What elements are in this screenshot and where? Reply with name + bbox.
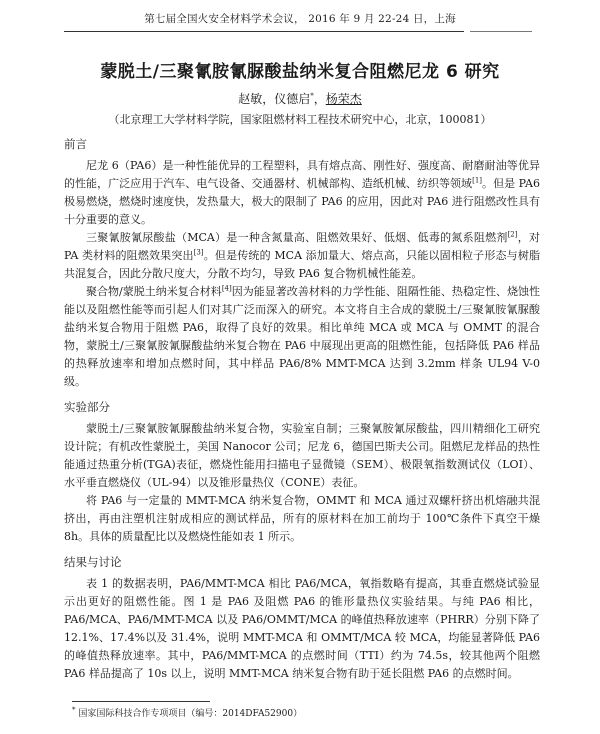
- header-rule-segment: [470, 31, 532, 32]
- footnote-rule: [72, 701, 210, 702]
- affiliation: （北京理工大学材料学院，国家阻燃材料工程技术研究中心，北京，100081）: [108, 113, 492, 126]
- author-3: 杨荣杰: [325, 92, 362, 106]
- paragraph-text: 尼龙 6（PA6）是一种性能优异的工程塑料，具有熔点高、刚性好、强度高、耐磨耐油等优异的性能，广泛应用于汽车、电气设备、交通器材、机械部构、造纸机械、纺织等领域: [64, 159, 540, 190]
- paragraph: 表 1 的数据表明，PA6/MMT-MCA 相比 PA6/MCA，氧指数略有提高，其垂直燃烧试验显示出更好的阻燃性能。图 1 是 PA6 及阻燃 PA6 的锥形量热仪实验结果。与纯 PA6 相比，PA6/MCA、PA6/MMT-MCA 以及 PA6/OMMT/MCA 的峰值热释放速率（PHRR）分别下降了 12.1%、17.4%以及 31.4%，说明 MMT-MCA 和 OMMT/MCA 较 MCA，均能显著降低 PA6 的峰值热释放速率。其中，PA6/MMT-MCA 的点燃时间（TTI）约为 74.5s，较其他两个阻燃 PA6 样品提高了 10s 以上，说明 MMT-MCA 纳米复合物有助于延长阻燃 PA6 的点燃时间。: [64, 577, 540, 680]
- citation: [2]: [507, 230, 518, 239]
- section-heading-results: 结果与讨论: [64, 555, 122, 569]
- author-1: 赵敏，: [238, 92, 275, 106]
- citation: [1]: [472, 176, 483, 185]
- header-rule: [64, 31, 464, 32]
- footnote-mark: *: [72, 706, 76, 714]
- author-list: [0, 91, 600, 107]
- conference-header: 第七届全国火安全材料学术会议， 2016 年 9 月 22-24 日，上海: [144, 13, 456, 25]
- citation: [4]: [221, 284, 232, 293]
- corresponding-author-mark: *: [310, 92, 314, 100]
- paragraph-text: 因为能显著改善材料的力学性能、阻隔性能、热稳定性、烧蚀性能以及阻燃性能等而引起人们对其广泛而深入的研究。本文将自主合成的蒙脱土/三聚氰胺氰脲酸盐纳米复合物用于阻燃 PA6，取得了良好的效果。相比单纯 MCA 或 MCA 与 OMMT 的混合物，蒙脱土/三聚氰胺氰脲酸盐纳米复合物在 PA6 中展现出更高的阻燃性能，包括降低 PA6 样品的热释放速率和增加点燃时间，其中样品 PA6/8% MMT-MCA 达到 3.2mm 样条 UL94 V-0 级。: [64, 285, 540, 388]
- author-separator: ，: [313, 92, 326, 106]
- paper-title: 蒙脱土/三聚氰胺氰脲酸盐纳米复合阻燃尼龙 6 研究: [100, 62, 500, 82]
- author-2: 仪德启: [274, 92, 311, 106]
- paragraph-text: ，对 PA 类材料的阻燃效果突出: [64, 231, 540, 262]
- paragraph: 蒙脱土/三聚氰胺氰脲酸盐纳米复合物，实验室自制；三聚氰胺氰尿酸盐，四川精细化工研究设计院；有机改性蒙脱土，美国 Nanocor 公司；尼龙 6，德国巴斯夫公司。阻燃尼龙样品的热性能通过热重分析(TGA)表征，燃烧性能用扫描电子显微镜（SEM）、极限氧指数测试仪（LOI）、水平垂直燃烧仪（UL-94）以及锥形量热仪（CONE）表征。: [64, 422, 540, 489]
- footnote: [72, 708, 600, 720]
- paragraph-text: 。但是 PA6 极易燃烧，燃烧时速度快，发热量大，极大的限制了 PA6 的应用，因此对 PA6 进行阻燃改性具有十分重要的意义。: [64, 177, 540, 226]
- citation: [3]: [193, 248, 204, 257]
- section-heading-introduction: 前言: [64, 137, 87, 151]
- footnote-text: 国家国际科技合作专项项目（编号：2014DFA52900）: [78, 709, 303, 719]
- paragraph: [64, 283, 540, 391]
- paragraph-text: 聚合物/蒙脱土纳米复合材料: [86, 285, 222, 298]
- footnote-block: [72, 701, 600, 720]
- paragraph: 将 PA6 与一定量的 MMT-MCA 纳米复合物，OMMT 和 MCA 通过双螺杆挤出机熔融共混挤出，再由注塑机注射成相应的测试样品，所有的原材料在加工前均于 100℃条件下真空干燥 8h。具体的质量配比以及燃烧性能如表 1 所示。: [64, 494, 540, 543]
- section-heading-experimental: 实验部分: [64, 400, 110, 414]
- paragraph-text: 。但是传统的 MCA 添加量大、熔点高，只能以固相粒子形态与树脂共混复合，因此分散尺度大，分散不均匀，导致 PA6 复合物机械性能差。: [64, 249, 540, 280]
- paragraph-text: 三聚氰胺氰尿酸盐（MCA）是一种含氮量高、阻燃效果好、低烟、低毒的氮系阻燃剂: [86, 231, 508, 244]
- paragraph: [64, 157, 540, 229]
- header-rule-group: [0, 31, 600, 32]
- paragraph: [64, 229, 540, 283]
